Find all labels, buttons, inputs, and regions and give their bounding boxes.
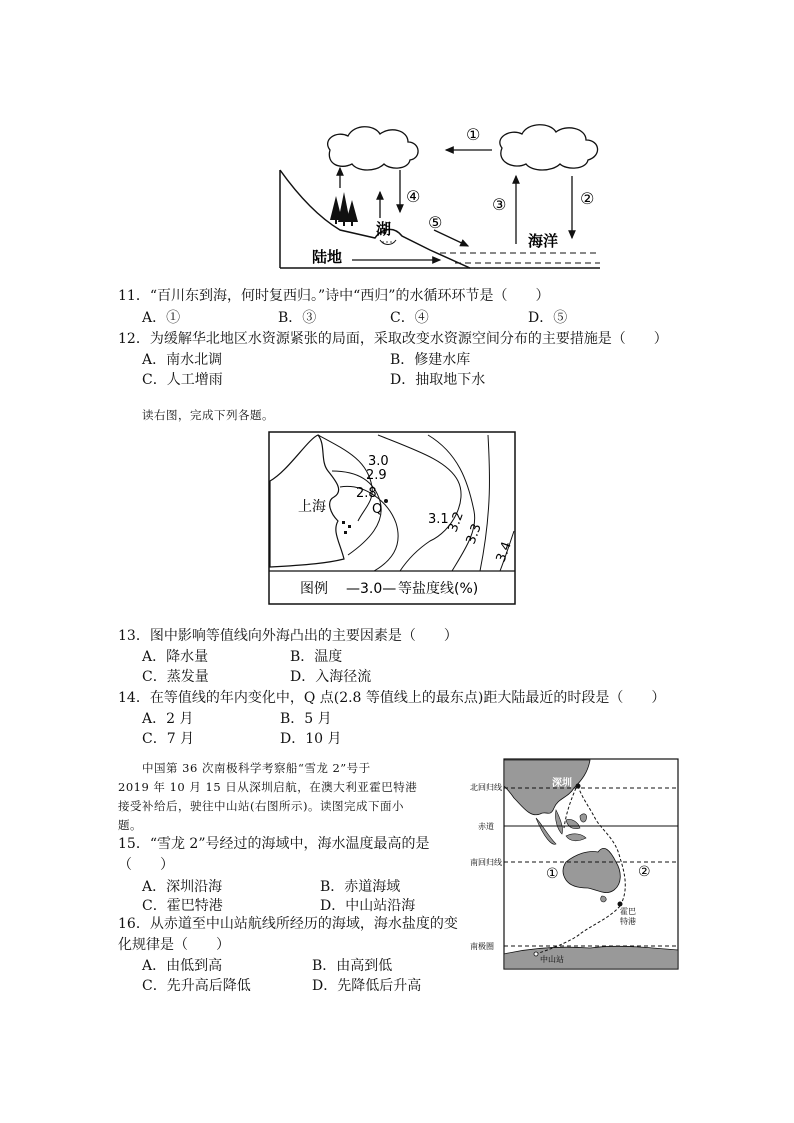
label-shenzhen: 深圳: [552, 778, 572, 789]
q16-stem-line-2: 化规律是（ ）: [118, 937, 230, 953]
contour-label-3-3: 3.3: [463, 521, 485, 547]
label-circled-1: ①: [466, 125, 481, 144]
salinity-map-svg: [268, 431, 516, 605]
q13-option-a[interactable]: A．降水量: [142, 649, 209, 665]
cloud-left-icon: [328, 127, 418, 170]
q11-option-a[interactable]: A．①: [142, 310, 181, 326]
hobart-marker: [618, 902, 623, 907]
q14-option-c[interactable]: C．7 月: [142, 731, 195, 747]
antarctica-landmass: [504, 946, 678, 969]
contour-label-2-8: 2.8: [356, 486, 377, 501]
label-antarctic-circle: 南极圈: [470, 942, 494, 951]
route-map-svg: [470, 758, 680, 970]
trees-icon: [330, 192, 358, 226]
q13-option-c[interactable]: C．蒸发量: [142, 669, 209, 685]
q16-option-c[interactable]: C．先升高后降低: [142, 978, 251, 994]
contour-label-3-4: 3.4: [493, 539, 515, 565]
route-map: [470, 758, 680, 970]
legend-suffix: 等盐度线(%): [398, 581, 479, 597]
q15-stem-line-1: 15．“雪龙 2”号经过的海域中，海水温度最高的是: [118, 836, 430, 852]
q11-stem: 11．“百川东到海，何时复西归。”诗中“西归”的水循环环节是（ ）: [118, 288, 550, 304]
q15-option-c[interactable]: C．霍巴特港: [142, 898, 223, 914]
q13-option-b[interactable]: B．温度: [290, 649, 343, 665]
label-circled-2: ②: [580, 189, 595, 208]
intro-xuelong-line-2: 2019 年 10 月 15 日从深圳启航，在澳大利亚霍巴特港: [118, 780, 418, 794]
q12-stem: 12．为缓解华北地区水资源紧张的局面，采取改变水资源空间分布的主要措施是（ ）: [118, 331, 668, 347]
q12-option-b[interactable]: B．修建水库: [390, 352, 471, 368]
route-marker-2: ②: [638, 864, 651, 880]
water-cycle-diagram: [270, 118, 610, 280]
q13-option-d[interactable]: D．入海径流: [290, 669, 372, 685]
q14-option-b[interactable]: B．5 月: [280, 711, 332, 727]
water-cycle-figure: [270, 118, 610, 280]
intro-xuelong-line-3: 接受补给后，驶往中山站(右图所示)。读图完成下面小: [118, 799, 404, 813]
contour-label-3-0: 3.0: [368, 454, 389, 469]
label-hobart-line-1: 霍巴: [620, 907, 636, 916]
q15-option-a[interactable]: A．深圳沿海: [142, 879, 223, 895]
label-hobart-line-2: 特港: [620, 917, 636, 926]
label-equator: 赤道: [478, 822, 494, 831]
label-land: 陆地: [312, 248, 343, 266]
q14-option-d[interactable]: D．10 月: [280, 731, 342, 747]
city-label-shanghai: 上海: [298, 499, 326, 515]
q16-stem-line-1: 16．从赤道至中山站航线所经历的海域，海水盐度的变: [118, 916, 458, 932]
q11-option-b[interactable]: B．③: [278, 310, 317, 326]
label-tropic-of-cancer: 北回归线: [470, 783, 502, 792]
q15-stem-line-2: （ ）: [118, 857, 174, 873]
q16-option-b[interactable]: B．由高到低: [312, 958, 393, 974]
contour-label-3-1: 3.1: [428, 512, 449, 527]
q16-option-d[interactable]: D．先降低后升高: [312, 978, 422, 994]
q12-option-c[interactable]: C．人工增雨: [142, 372, 223, 388]
q15-option-b[interactable]: B．赤道海域: [320, 879, 401, 895]
q11-option-d[interactable]: D．⑤: [528, 310, 568, 326]
legend-line: —3.0—: [346, 581, 397, 597]
q14-option-a[interactable]: A．2 月: [142, 711, 194, 727]
intro-xuelong-line-4: 题。: [118, 818, 142, 832]
label-circled-4: ④: [406, 187, 421, 206]
q13-stem: 13．图中影响等值线向外海凸出的主要因素是（ ）: [118, 628, 458, 644]
contour-label-3-2: 3.2: [445, 509, 467, 535]
intro-salinity: 读右图，完成下列各题。: [142, 408, 274, 422]
label-circled-5: ⑤: [428, 213, 443, 232]
intro-xuelong-line-1: 中国第 36 次南极科学考察船“雪龙 2”号于: [142, 761, 371, 775]
q11-option-c[interactable]: C．④: [390, 310, 429, 326]
cloud-right-icon: [500, 125, 598, 170]
label-lake: 湖: [376, 220, 392, 238]
legend-prefix: 图例: [300, 581, 328, 597]
q15-option-d[interactable]: D．中山站沿海: [320, 898, 416, 914]
point-label-q: Q: [372, 502, 383, 517]
contour-label-2-9: 2.9: [366, 468, 387, 483]
label-ocean: 海洋: [528, 232, 559, 250]
label-circled-3: ③: [492, 195, 507, 214]
salinity-map: [268, 431, 516, 605]
q12-option-a[interactable]: A．南水北调: [142, 352, 223, 368]
label-tropic-of-capricorn: 南回归线: [470, 858, 502, 867]
q16-option-a[interactable]: A．由低到高: [142, 958, 223, 974]
route-marker-1: ①: [546, 866, 559, 882]
shenzhen-marker: [576, 784, 581, 789]
q14-stem: 14．在等值线的年内变化中，Q 点(2.8 等值线上的最东点)距大陆最近的时段是（ ）: [118, 690, 666, 706]
label-zhongshan: 中山站: [540, 955, 564, 964]
q12-option-d[interactable]: D．抽取地下水: [390, 372, 486, 388]
zhongshan-marker: [534, 952, 538, 956]
